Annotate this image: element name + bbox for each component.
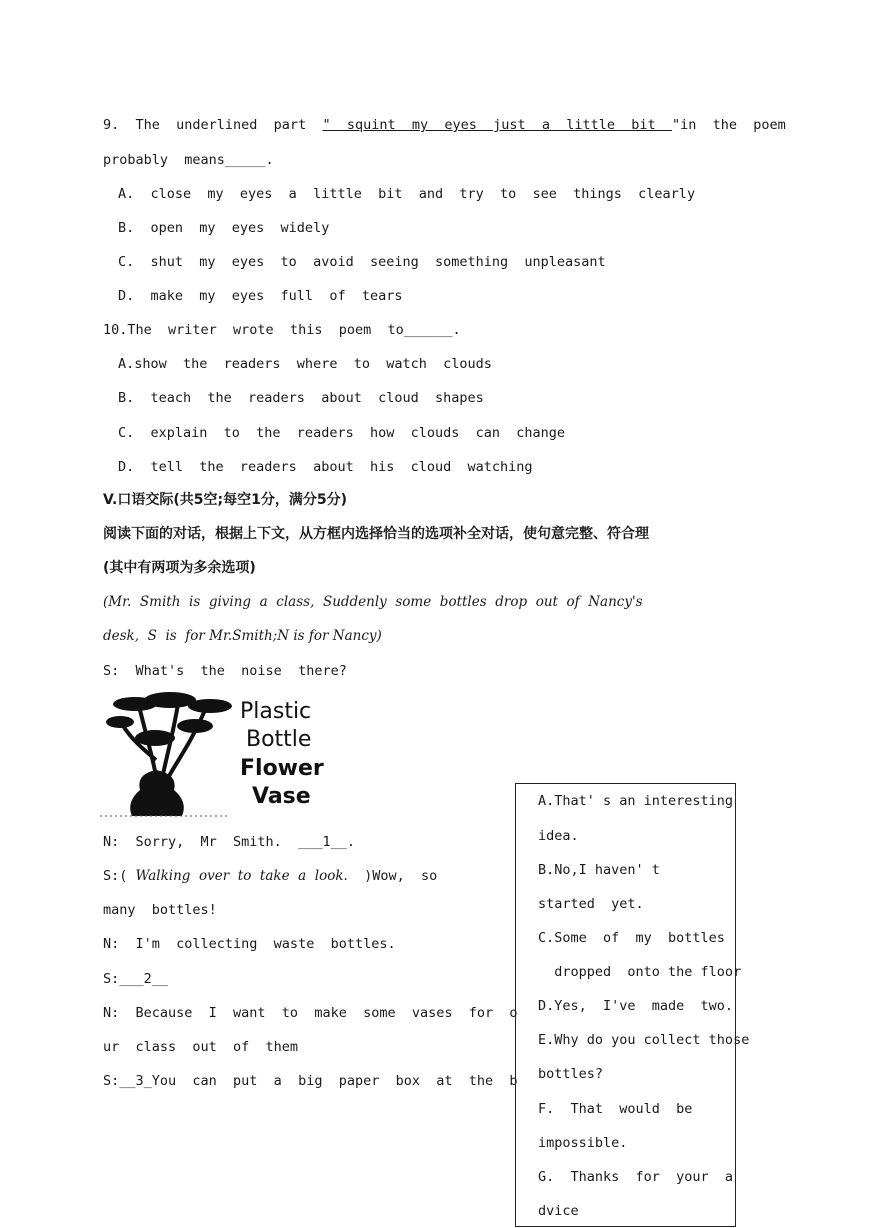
option-f-line1: F. That would be <box>538 1101 693 1117</box>
dialogue-s2 <box>103 867 437 885</box>
q9-stem-pre: 9. The underlined part <box>103 117 323 133</box>
option-b-line1: B.No,I haven' t <box>538 862 660 878</box>
scene-description-2: desk, S is for Mr.Smith;N is for Nancy) <box>103 628 382 644</box>
dialogue-n2: N: I'm collecting waste bottles. <box>103 936 396 952</box>
dialogue-n1: N: Sorry, Mr Smith. ___1__. <box>103 834 355 850</box>
section-instruction-note: (其中有两项为多余选项) <box>103 560 256 576</box>
q9-option-c: C. shut my eyes to avoid seeing something unpleasant <box>118 254 606 270</box>
dialogue-s2-post: )Wow, so <box>347 868 438 884</box>
dialogue-n3: N: Because I want to make some vases for o <box>103 1005 518 1021</box>
option-a-line1: A.That' s an interesting <box>538 793 734 809</box>
q9-stem-post: "in the poem <box>671 117 786 133</box>
dialogue-s2-stage-direction: Walking over to take a look. <box>135 868 348 884</box>
options-box <box>515 783 750 1227</box>
dialogue-s1: S: What's the noise there? <box>103 663 347 679</box>
dialogue-s3: S:___2__ <box>103 971 169 987</box>
image-caption-bottle: Bottle <box>246 727 312 752</box>
vase-illustration <box>100 690 325 820</box>
q9-underlined-part: " squint my eyes just a little bit <box>322 117 672 133</box>
q10-option-c: C. explain to the readers how clouds can change <box>118 425 566 441</box>
option-g-line1: G. Thanks for your a <box>538 1169 734 1185</box>
dialogue-s2-pre: S:( <box>103 868 136 884</box>
q9-option-a: A. close my eyes a little bit and try to see things clearly <box>118 186 696 202</box>
dialogue-s4: S:__3_You can put a big paper box at the b <box>103 1073 518 1089</box>
option-a-line2: idea. <box>538 828 579 844</box>
plastic-bottle-vase-image <box>100 690 325 820</box>
scene-description-1: (Mr. Smith is giving a class, Suddenly some bottles drop out of Nancy's <box>103 594 643 610</box>
section-heading: V.口语交际(共5空;每空1分，满分5分) <box>103 492 347 508</box>
dialogue-n3-cont: ur class out of them <box>103 1039 299 1055</box>
option-c-line1: C.Some of my bottles <box>538 930 725 946</box>
q10-option-b: B. teach the readers about cloud shapes <box>118 390 484 406</box>
q9-stem-line1 <box>103 116 786 134</box>
section-instruction: 阅读下面的对话，根据上下文，从方框内选择恰当的选项补全对话，使句意完整、符合理 <box>103 526 649 542</box>
q10-option-d: D. tell the readers about his cloud watching <box>118 459 533 475</box>
q10-option-a: A.show the readers where to watch clouds <box>118 356 492 372</box>
option-c-line2: dropped onto the floor <box>538 964 742 980</box>
option-g-line2: dvice <box>538 1203 579 1219</box>
q9-stem-line2: probably means_____. <box>103 152 274 168</box>
image-caption-plastic: Plastic <box>240 699 312 724</box>
option-e-line1: E.Why do you collect those <box>538 1032 750 1048</box>
dialogue-s2-cont: many bottles! <box>103 902 217 918</box>
option-d: D.Yes, I've made two. <box>538 998 734 1014</box>
q10-stem: 10.The writer wrote this poem to______. <box>103 322 461 338</box>
option-e-line2: bottles? <box>538 1066 604 1082</box>
option-f-line2: impossible. <box>538 1135 628 1151</box>
q9-option-d: D. make my eyes full of tears <box>118 288 403 304</box>
option-b-line2: started yet. <box>538 896 644 912</box>
image-caption-flower: Flower <box>240 756 324 781</box>
image-caption-vase: Vase <box>252 784 311 809</box>
q9-option-b: B. open my eyes widely <box>118 220 330 236</box>
